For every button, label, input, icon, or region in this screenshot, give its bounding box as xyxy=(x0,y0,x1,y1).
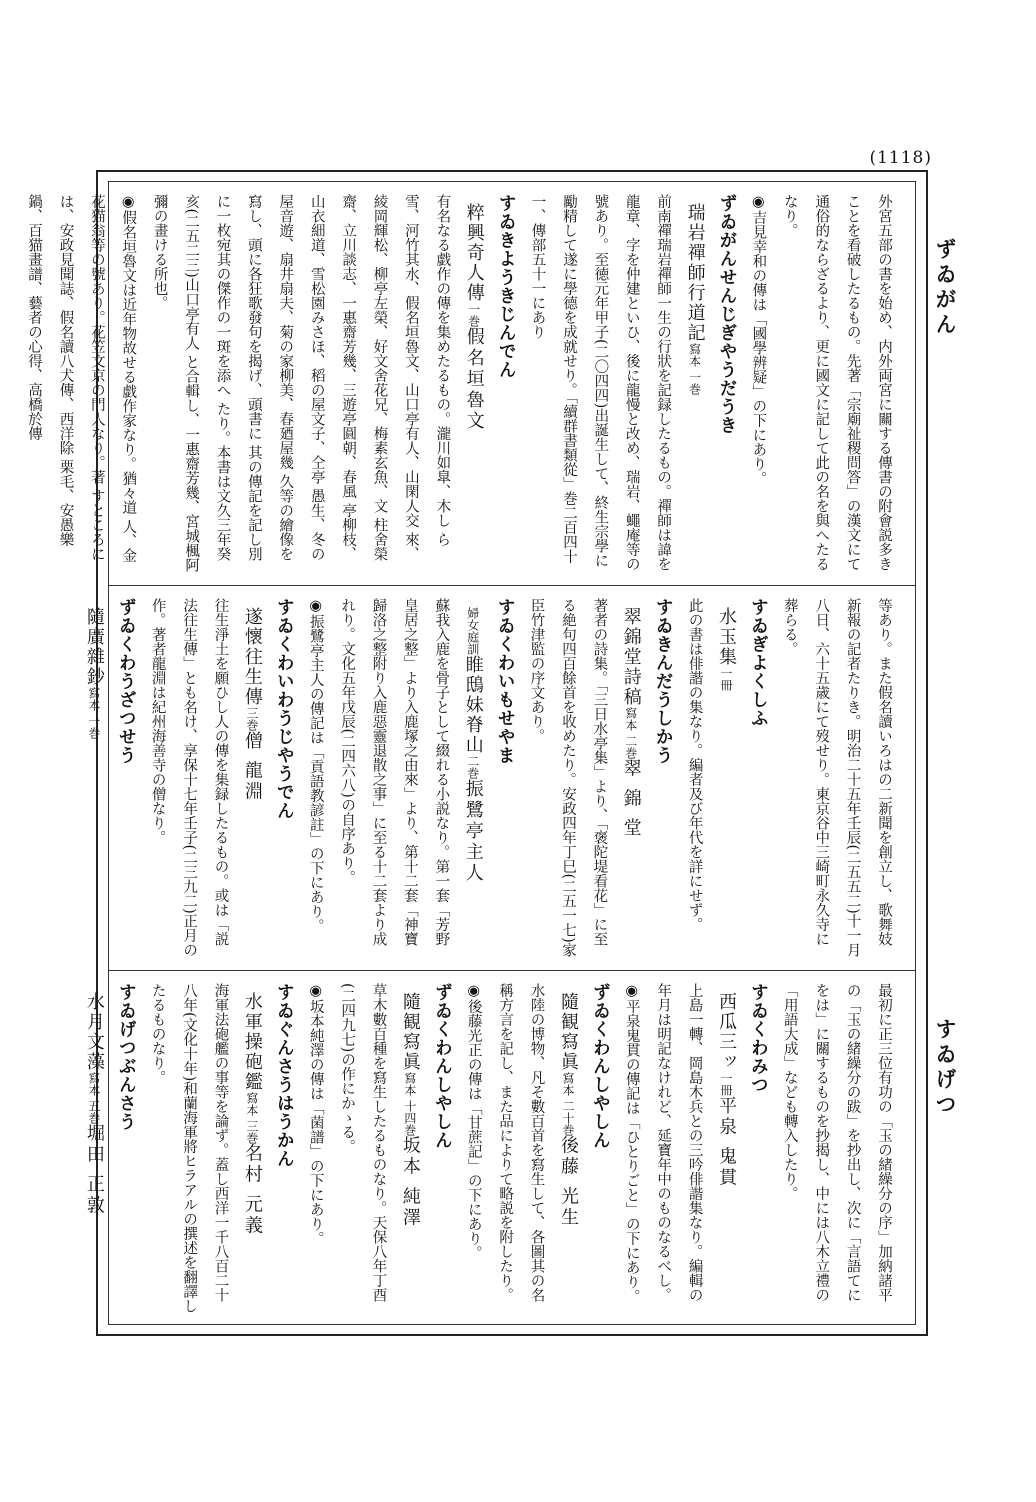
entry-title-line xyxy=(552,992,584,1314)
entry-meta: 三巻 xyxy=(244,706,259,731)
entry-title: 西瓜三ッ xyxy=(715,991,737,1072)
entry-subtitle: 婦女庭訓 xyxy=(465,606,480,655)
entry-title-line xyxy=(456,607,488,960)
entry-title: 遂懷往生傳 xyxy=(241,606,263,707)
entry-headword: ずゐがんせんじぎやうだうき xyxy=(716,194,737,435)
entry-note: ◉振鷺亭主人の傳記は「貢語教諺註」の下にあり。 xyxy=(307,598,324,933)
margin-headword-top: ずゐがん xyxy=(933,238,958,338)
entry-meta: 二巻 xyxy=(465,754,480,779)
entry-body: 水陸の博物、凡そ數百首を寫生して、各圖其の名稱方言を記し、また品によりて略説を附したり。 xyxy=(497,983,545,1302)
entry-meta: 一冊 xyxy=(718,1071,733,1096)
entry-meta: 寫本 三巻 xyxy=(244,1091,259,1144)
entry-author: 假名垣魯文 xyxy=(463,326,485,432)
entry-note: ◉平泉鬼貫の傳記は「ひとりごと」の下にあり。 xyxy=(623,983,640,1304)
entry-title-line xyxy=(235,607,267,960)
entry-headword: ずゐくわうざつせう xyxy=(116,598,137,765)
entry-title-line xyxy=(235,992,267,1314)
entry-headword: すゐきようきじんでん xyxy=(496,194,517,379)
section-bottom xyxy=(83,970,915,1324)
inner-frame xyxy=(26,181,916,1325)
entry-meta: 寫本 二巻 xyxy=(623,706,638,759)
entry-title: 隨廣雜鈔 xyxy=(83,606,105,687)
entry-headword: すゐぎよくしふ xyxy=(748,598,769,728)
entry-headword: すゐくわいもせやま xyxy=(495,598,516,765)
page-number: (1118) xyxy=(869,148,932,168)
entry-author: 翠 錦 堂 xyxy=(620,758,642,839)
entry-author: 名村 元義 xyxy=(241,1143,263,1237)
entry-title-line xyxy=(710,992,742,1314)
entry-title-line xyxy=(457,203,489,574)
section-top-text xyxy=(26,182,915,584)
entry-title-line xyxy=(394,992,426,1314)
entry-body: 上島一轉、岡島木兵との三吟俳諧集なり。編輯の年月は明記なけれど、延寶年中のものなるべし。 xyxy=(655,983,703,1302)
entry-text: 外宮五部の書を始め、内外両宮に關する傳書の附會説多きことを看破したるもの。先著「宗廟祉稷問答」の漢文にて通俗的ならざるより、更に國文に記して此の名を與へたるなり。 xyxy=(781,194,892,571)
section-middle-text xyxy=(83,586,915,970)
entry-note: ◉坂本純澤の傳は「菌譜」の下にあり。 xyxy=(307,983,324,1246)
entry-title: 水軍操砲鑑 xyxy=(241,991,263,1092)
entry-headword: ずゐくわんしやしん xyxy=(432,983,453,1150)
entry-title: 水玉集 xyxy=(715,606,737,667)
entry-meta: 寫本 一巻 xyxy=(687,342,702,395)
entry-title: 瑞岩禪師行道記 xyxy=(684,202,706,343)
entry-title: 隨観寫眞 xyxy=(557,991,579,1072)
entry-text: 等あり。また假名讀いろはの二新聞を創立し、歌舞妓新報の記者たりき。明治二十五年壬辰(二五五二)十一月八日、六十五歳にて歿せり。東京谷中三崎町永久寺に葬らる。 xyxy=(781,598,892,958)
margin-headword-bottom: すゐげつ xyxy=(933,1018,958,1118)
entry-author: 平泉 鬼貫 xyxy=(715,1095,737,1189)
entry-title: 睢䲭妹脊山 xyxy=(462,654,484,755)
entry-headword: すゐげつぶんさう xyxy=(116,983,137,1131)
entry-meta: 寫本 一巻 xyxy=(86,686,101,739)
entry-title-line xyxy=(678,203,710,574)
entry-meta: 一冊 xyxy=(718,666,733,691)
entry-meta: 寫本 五巻 xyxy=(86,1071,101,1124)
entry-body: 草木數百種を寫生したるものなり。天保八年丁酉(二四九七)の作にかゝる。 xyxy=(339,983,387,1302)
entry-headword: すゐきんだうしかう xyxy=(653,598,674,765)
entry-author: 堀田 正敦 xyxy=(83,1123,105,1217)
entry-text: 最初に正三位有功の「玉の緒繰分の序」加納諸平の「玉の緒繰分の跋」を抄出し、次に「言語てにをは」に關するものを抄揭し、中には八木立禮の「用語大成」なども轉入したり。 xyxy=(781,983,892,1302)
entry-author: 後藤 光生 xyxy=(557,1135,579,1229)
entry-note: ◉吉見幸和の傳は「國學辨疑」の下にあり。 xyxy=(750,194,767,486)
entry-meta: 一巻 xyxy=(466,302,481,327)
entry-note: ◉後藤光正の傳は「甘蔗記」の下にあり。 xyxy=(465,983,482,1260)
entry-headword: ずゐくわんしやしん xyxy=(590,983,611,1150)
entry-headword: すゐくわみつ xyxy=(748,983,769,1094)
entry-body: 有名なる戯作の傳を集めたるもの。瀧川如皐、木し ら雪、河竹其水、假名垣魯文、山口亭有人、山閑人交 來、綾岡輝松、柳亭左榮、好文舍花兄、梅素玄魚、文 柱舍榮齋、立川談志、一惠齋芳幾、三遊亭圓朝、春風 亭柳枝、山衣細道、雪松園みさほ、稻の屋文子、仝亭 愚生、冬の屋音遊、扇井扇夫、菊の家柳美、春廼屋幾 久等の繪像を寫し、頭に各狂歌發句を揭げ、頭書に 其の傳記を記し別に一枚宛其の傑作の一斑を添へ たり。本書は文久三年癸亥(二五二三)山口亭有人 と合輯し、一惠齋芳幾、宮城楓阿彌の畫ける所也。 xyxy=(151,194,451,573)
section-bottom-text xyxy=(83,971,915,1324)
entry-body: 前南禪瑞岩禪師一生の行狀を記録したるもの。禪師は諱を龍章、字を仲建といひ、後に龍慢と改め、瑞岩、蠅庵等の號あり。至徳元年甲子(二〇四四)出誕生して、終生宗學に勵精して遂に學德を成就せり。「續群書類從」巻二百四十一、傳部五十一にあり xyxy=(529,194,672,571)
page-frame xyxy=(26,170,928,1336)
entry-headword: すゐくわいわうじやうでん xyxy=(274,598,295,820)
entry-author: 坂本 純澤 xyxy=(399,1135,421,1229)
entry-meta: 寫本 十四巻 xyxy=(402,1071,417,1136)
entry-title: 翠錦堂詩稿 xyxy=(620,606,642,707)
entry-body: 此の書は俳諧の集なり。編者及び年代を詳にせず。 xyxy=(686,598,703,932)
entry-title-line xyxy=(77,607,109,960)
section-middle xyxy=(83,585,915,970)
entry-title-line xyxy=(710,607,742,960)
entry-title: 水月文藻 xyxy=(83,991,105,1072)
entry-body: 蘇我入鹿を骨子として綴れる小説なり。第一套「芳野皇居之整」より入鹿塚之由來」より、第十二套「神寶歸洛之整附り入鹿惡靈退散之事」に至る十二套より成れり。文化五年戊辰(二四六八)の自序あり。 xyxy=(339,598,450,946)
entry-title: 粹興奇人傳 xyxy=(463,202,485,303)
entry-headword: すゐぐんさうはうかん xyxy=(274,983,295,1168)
entry-body: 海軍法砲艦の事等を論ず。蓋し西洋一千八百二十八年(文化十年)和蘭海軍將ヒラアルの撰述を翻譯したるものなり。 xyxy=(149,983,229,1314)
entry-title: 隨観寫眞 xyxy=(399,991,421,1072)
entry-title-line xyxy=(614,607,646,960)
entry-author: 振鷺亭主人 xyxy=(462,778,484,884)
entry-author: 僧 龍淵 xyxy=(241,730,263,803)
section-top xyxy=(26,182,915,584)
entry-note: ◉假名垣魯文は近年物故せる戯作家なり。猶々道 人、金花猫翁等の號あり。花笠文京の門人なり。著 すところには、安政見聞誌、假名讀八犬傳、西洋除 栗毛、安愚樂鍋、百猫畫譜、藝者の心得、高橋於傳 xyxy=(26,194,137,563)
entry-meta: 寫本 二十巻 xyxy=(560,1071,575,1136)
entry-body: 往生淨土を願ひし人の傳を集録したるもの。或は「説法往生傳」とも名け、享保十七年壬子(二三九二)正月の作。著者龍淵は紀州海善寺の僧なり。 xyxy=(149,598,229,958)
entry-title-line xyxy=(77,992,109,1314)
entry-body: 著者の詩集。「三日水亭集」より、「褒陀堤看花」に至る絶句四百餘首を收めたり。安政四年丁巳(二五一七)家臣竹津監の序文あり。 xyxy=(528,598,608,958)
